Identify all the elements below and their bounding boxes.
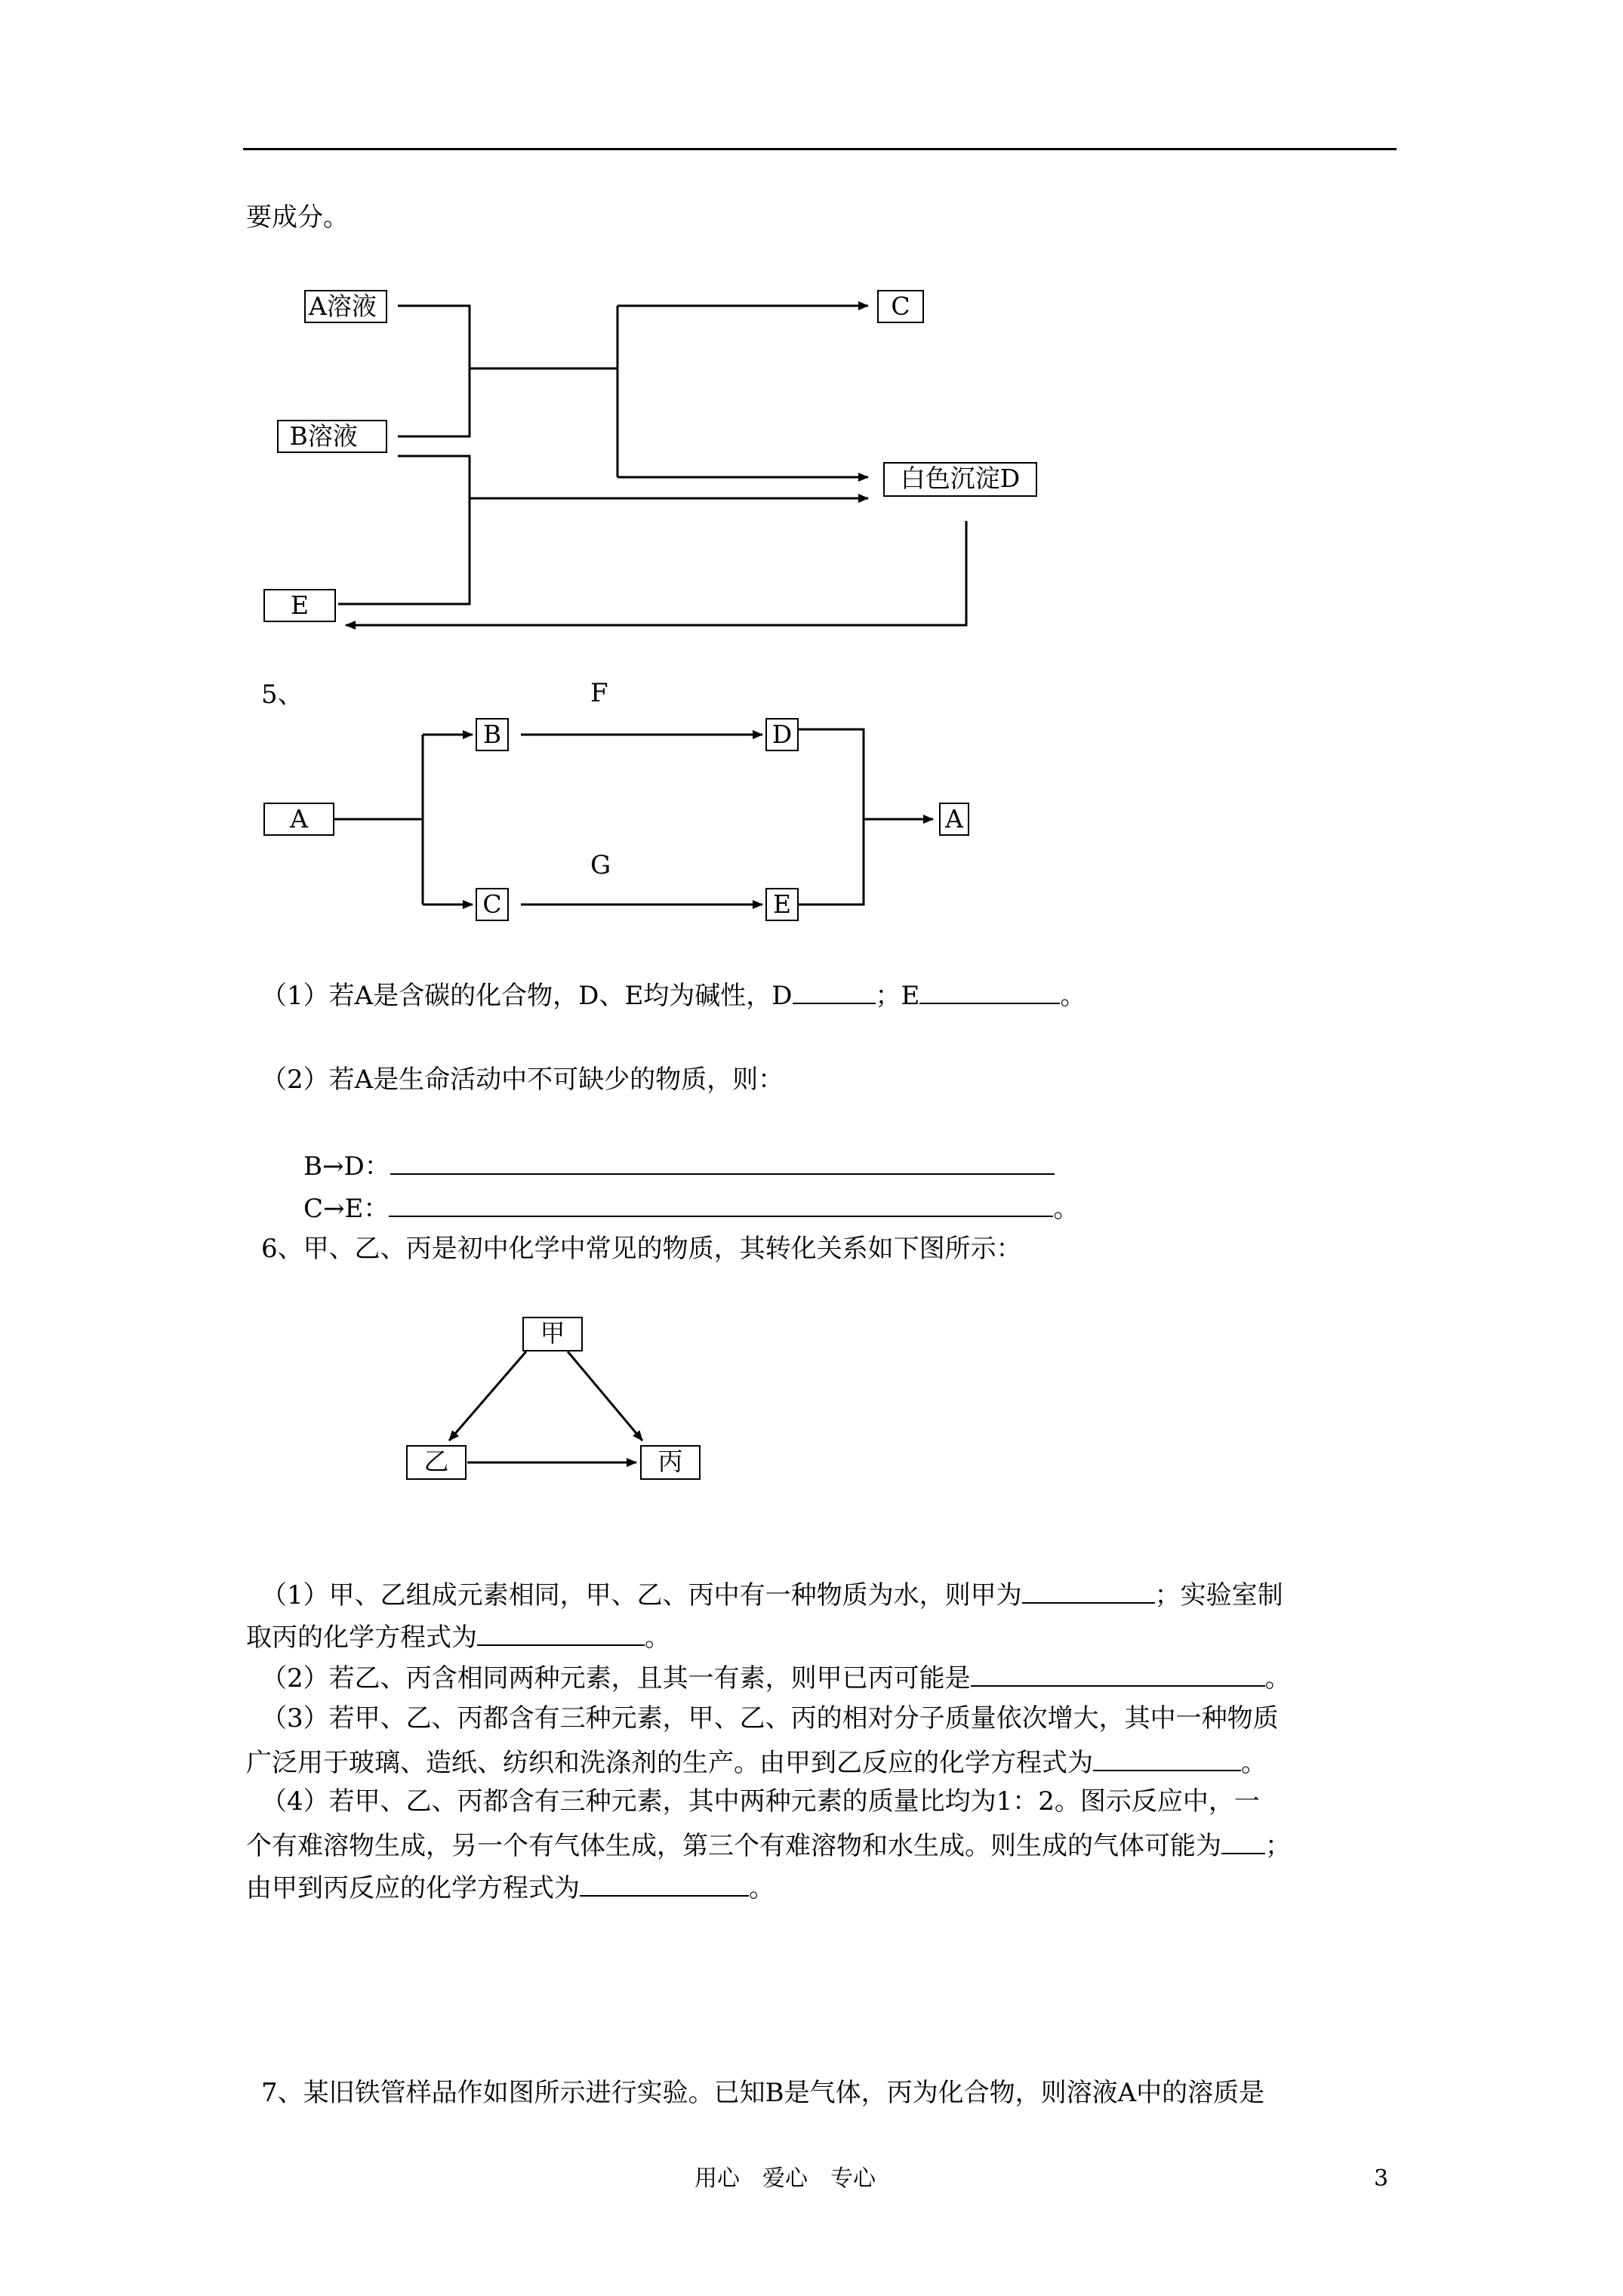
q6-part2 <box>261 1661 1291 1693</box>
q5-b-to-d-label: B→D： <box>303 1151 390 1182</box>
q5-c-to-e-end: 。 <box>1053 1194 1079 1224</box>
box-e: E <box>263 589 336 622</box>
q5-part1-text-a: （1）若A是含碳的化合物，D、E均为碱性，D <box>261 981 793 1011</box>
node-yi: 乙 <box>406 1445 467 1480</box>
answer-blank-jia-to-yi[interactable] <box>1093 1746 1241 1771</box>
q6-part4-text-d: 由甲到丙反应的化学方程式为 <box>246 1873 580 1903</box>
q6-part1-text-b: ；实验室制 <box>1154 1580 1283 1610</box>
q5-box-b: B <box>476 718 509 751</box>
q6-part1-line2 <box>246 1620 670 1653</box>
q6-part3-line2 <box>246 1746 1267 1778</box>
answer-blank-gas[interactable] <box>1221 1829 1265 1854</box>
q6-part4-line2 <box>246 1829 1291 1861</box>
arrow-label-f: F <box>590 678 608 708</box>
answer-blank-jia[interactable] <box>1022 1578 1155 1604</box>
box-a-solution: A溶液 <box>304 290 387 323</box>
footer-motto: 用心 爱心 专心 <box>694 2165 876 2192</box>
q6-part3-line1: （3）若甲、乙、丙都含有三种元素，甲、乙、丙的相对分子质量依次增大，其中一种物质 <box>261 1703 1279 1734</box>
q6-part3-text-b: 广泛用于玻璃、造纸、纺织和洗涤剂的生产。由甲到乙反应的化学方程式为 <box>246 1748 1093 1778</box>
q6-part4-line3 <box>246 1871 775 1903</box>
box-white-precipitate-d: 白色沉淀D <box>883 462 1037 497</box>
q6-intro: 6、甲、乙、丙是初中化学中常见的物质，其转化关系如下图所示： <box>261 1234 1022 1264</box>
q6-part1-text-a: （1）甲、乙组成元素相同，甲、乙、丙中有一种物质为水，则甲为 <box>261 1580 1022 1610</box>
q5-part1-text-c: 。 <box>1060 981 1086 1011</box>
q6-part2-text-b: 。 <box>1264 1663 1291 1693</box>
q6-part4-text-c: ； <box>1265 1831 1291 1861</box>
answer-blank-jia-to-bing[interactable] <box>580 1871 749 1897</box>
q6-part3-text-c: 。 <box>1241 1748 1267 1778</box>
arrow-jia-to-bing <box>568 1351 642 1441</box>
q6-part4-text-b: 个有难溶物生成，另一个有气体生成，第三个有难溶物和水生成。则生成的气体可能为 <box>246 1831 1221 1861</box>
q5-c-to-e-label: C→E： <box>303 1194 390 1224</box>
q6-part1-line1 <box>261 1578 1283 1610</box>
q6-part1-text-d: 。 <box>645 1623 670 1653</box>
q5-box-d: D <box>765 718 799 751</box>
top-fragment-text: 要成分。 <box>246 202 349 233</box>
arrow-label-g: G <box>590 850 611 880</box>
box-c: C <box>877 290 924 323</box>
q6-part4-line1: （4）若甲、乙、丙都含有三种元素，其中两种元素的质量比均为1：2。图示反应中，一 <box>261 1786 1260 1817</box>
box-b-solution: B溶液 <box>277 420 387 453</box>
q5-part2: （2）若A是生命活动中不可缺少的物质，则： <box>261 1065 784 1095</box>
node-jia: 甲 <box>522 1317 583 1351</box>
arrow-jia-to-yi <box>449 1351 526 1441</box>
page-number: 3 <box>1374 2165 1389 2192</box>
q7-text: 7、某旧铁管样品作如图所示进行实验。已知B是气体，丙为化合物，则溶液A中的溶质是 <box>261 2078 1265 2108</box>
q5-label: 5、 <box>261 680 303 710</box>
q6-part2-text-a: （2）若乙、丙含相同两种元素，且其一有素，则甲已丙可能是 <box>261 1663 971 1693</box>
q5-box-c: C <box>476 888 509 921</box>
q6-part1-text-c: 取丙的化学方程式为 <box>246 1623 477 1653</box>
answer-blank-bing-equation[interactable] <box>477 1620 645 1646</box>
q5-part1-text-b: ；E <box>875 981 920 1011</box>
answer-blank-part2[interactable] <box>971 1661 1265 1687</box>
q5-box-e: E <box>765 888 799 921</box>
q6-part4-text-e: 。 <box>749 1873 775 1903</box>
node-bing: 丙 <box>640 1445 701 1480</box>
q5-box-a: A <box>263 803 334 836</box>
q5-box-a-out: A <box>939 803 969 836</box>
